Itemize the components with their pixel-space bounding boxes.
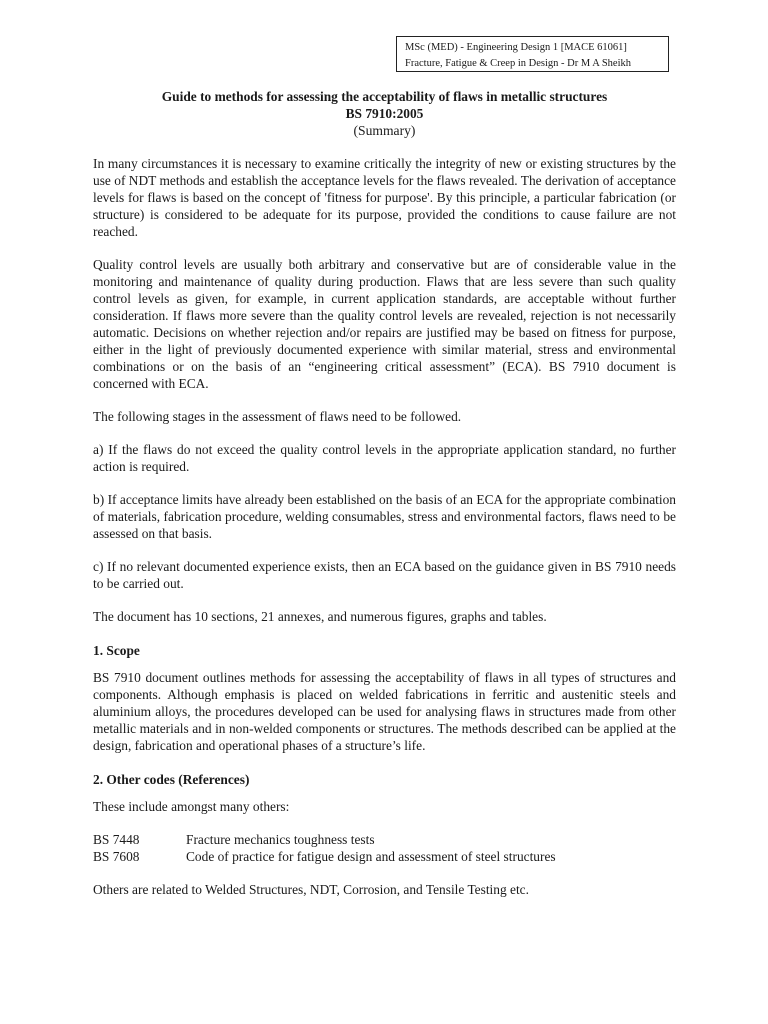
course-header-box [396,36,669,72]
code-row [93,831,676,848]
intro-paragraph: In many circumstances it is necessary to examine critically the integrity of new or existing structures by the use of NDT methods and establish the acceptance levels for the flaws revealed. The derivation of acceptance levels for flaws is based on the concept of 'fitness for purpose'. By this principle, a particular fabrication (or structure) is considered to be adequate for its purpose, provided the conditions to cause failure are not reached. [93,156,676,239]
stages-paragraph: The following stages in the assessment of flaws need to be followed. [93,409,462,424]
code-id: BS 7608 [93,849,140,864]
stage-c-paragraph: c) If no relevant documented experience exists, then an ECA based on the guidance given in BS 7910 needs to be carried out. [93,559,676,591]
standard-number: BS 7910:2005 [345,106,424,121]
code-id: BS 7448 [93,832,140,847]
section-1-body: BS 7910 document outlines methods for assessing the acceptability of flaws in all types of structures and components. Although emphasis is placed on welded fabrications in ferritic and austenitic steels and aluminium alloys, the procedures developed can be used for analysing flaws in structures made from other metallic materials and in non-welded components or structures. The methods described can be applied at the design, fabrication and operational phases of a structure’s life. [93,670,676,753]
stage-a-paragraph: a) If the flaws do not exceed the quality control levels in the appropriate application standard, no further action is required. [93,442,676,474]
section-2-closing: Others are related to Welded Structures, NDT, Corrosion, and Tensile Testing etc. [93,882,529,897]
section-2-heading: 2. Other codes (References) [93,772,250,787]
quality-paragraph: Quality control levels are usually both arbitrary and conservative but are of considerable value in the monitoring and maintenance of quality during production. Flaws that are less severe than such quality control levels as given, for example, in current application standards, are acceptable without further consideration. If flaws more severe than the quality control levels are revealed, rejection is not necessarily automatic. Decisions on whether rejection and/or repairs are justified may be based on fitness for purpose, either in the light of previously documented experience with similar material, stress and environmental combinations or on the basis of an “engineering critical assessment” (ECA). BS 7910 document is concerned with ECA. [93,257,676,391]
codes-list [93,831,676,865]
structure-paragraph: The document has 10 sections, 21 annexes, and numerous figures, graphs and tables. [93,609,547,624]
section-1-heading: 1. Scope [93,643,140,658]
document-title-block [93,88,676,139]
document-subtitle: (Summary) [353,123,416,138]
code-row [93,848,676,865]
section-2-intro: These include amongst many others: [93,799,290,814]
course-header-line1: MSc (MED) - Engineering Design 1 [MACE 61061] [405,42,627,53]
document-title: Guide to methods for assessing the acceptability of flaws in metallic structures [161,89,608,104]
code-description: Code of practice for fatigue design and assessment of steel structures [186,849,556,864]
course-header-line2: Fracture, Fatigue & Creep in Design - Dr M A Sheikh [405,58,632,69]
document-body [93,88,676,898]
stage-b-paragraph: b) If acceptance limits have already been established on the basis of an ECA for the appropriate combination of materials, fabrication procedure, welding consumables, stress and environmental factors, flaws need to be assessed on that basis. [93,492,676,541]
code-description: Fracture mechanics toughness tests [186,832,375,847]
